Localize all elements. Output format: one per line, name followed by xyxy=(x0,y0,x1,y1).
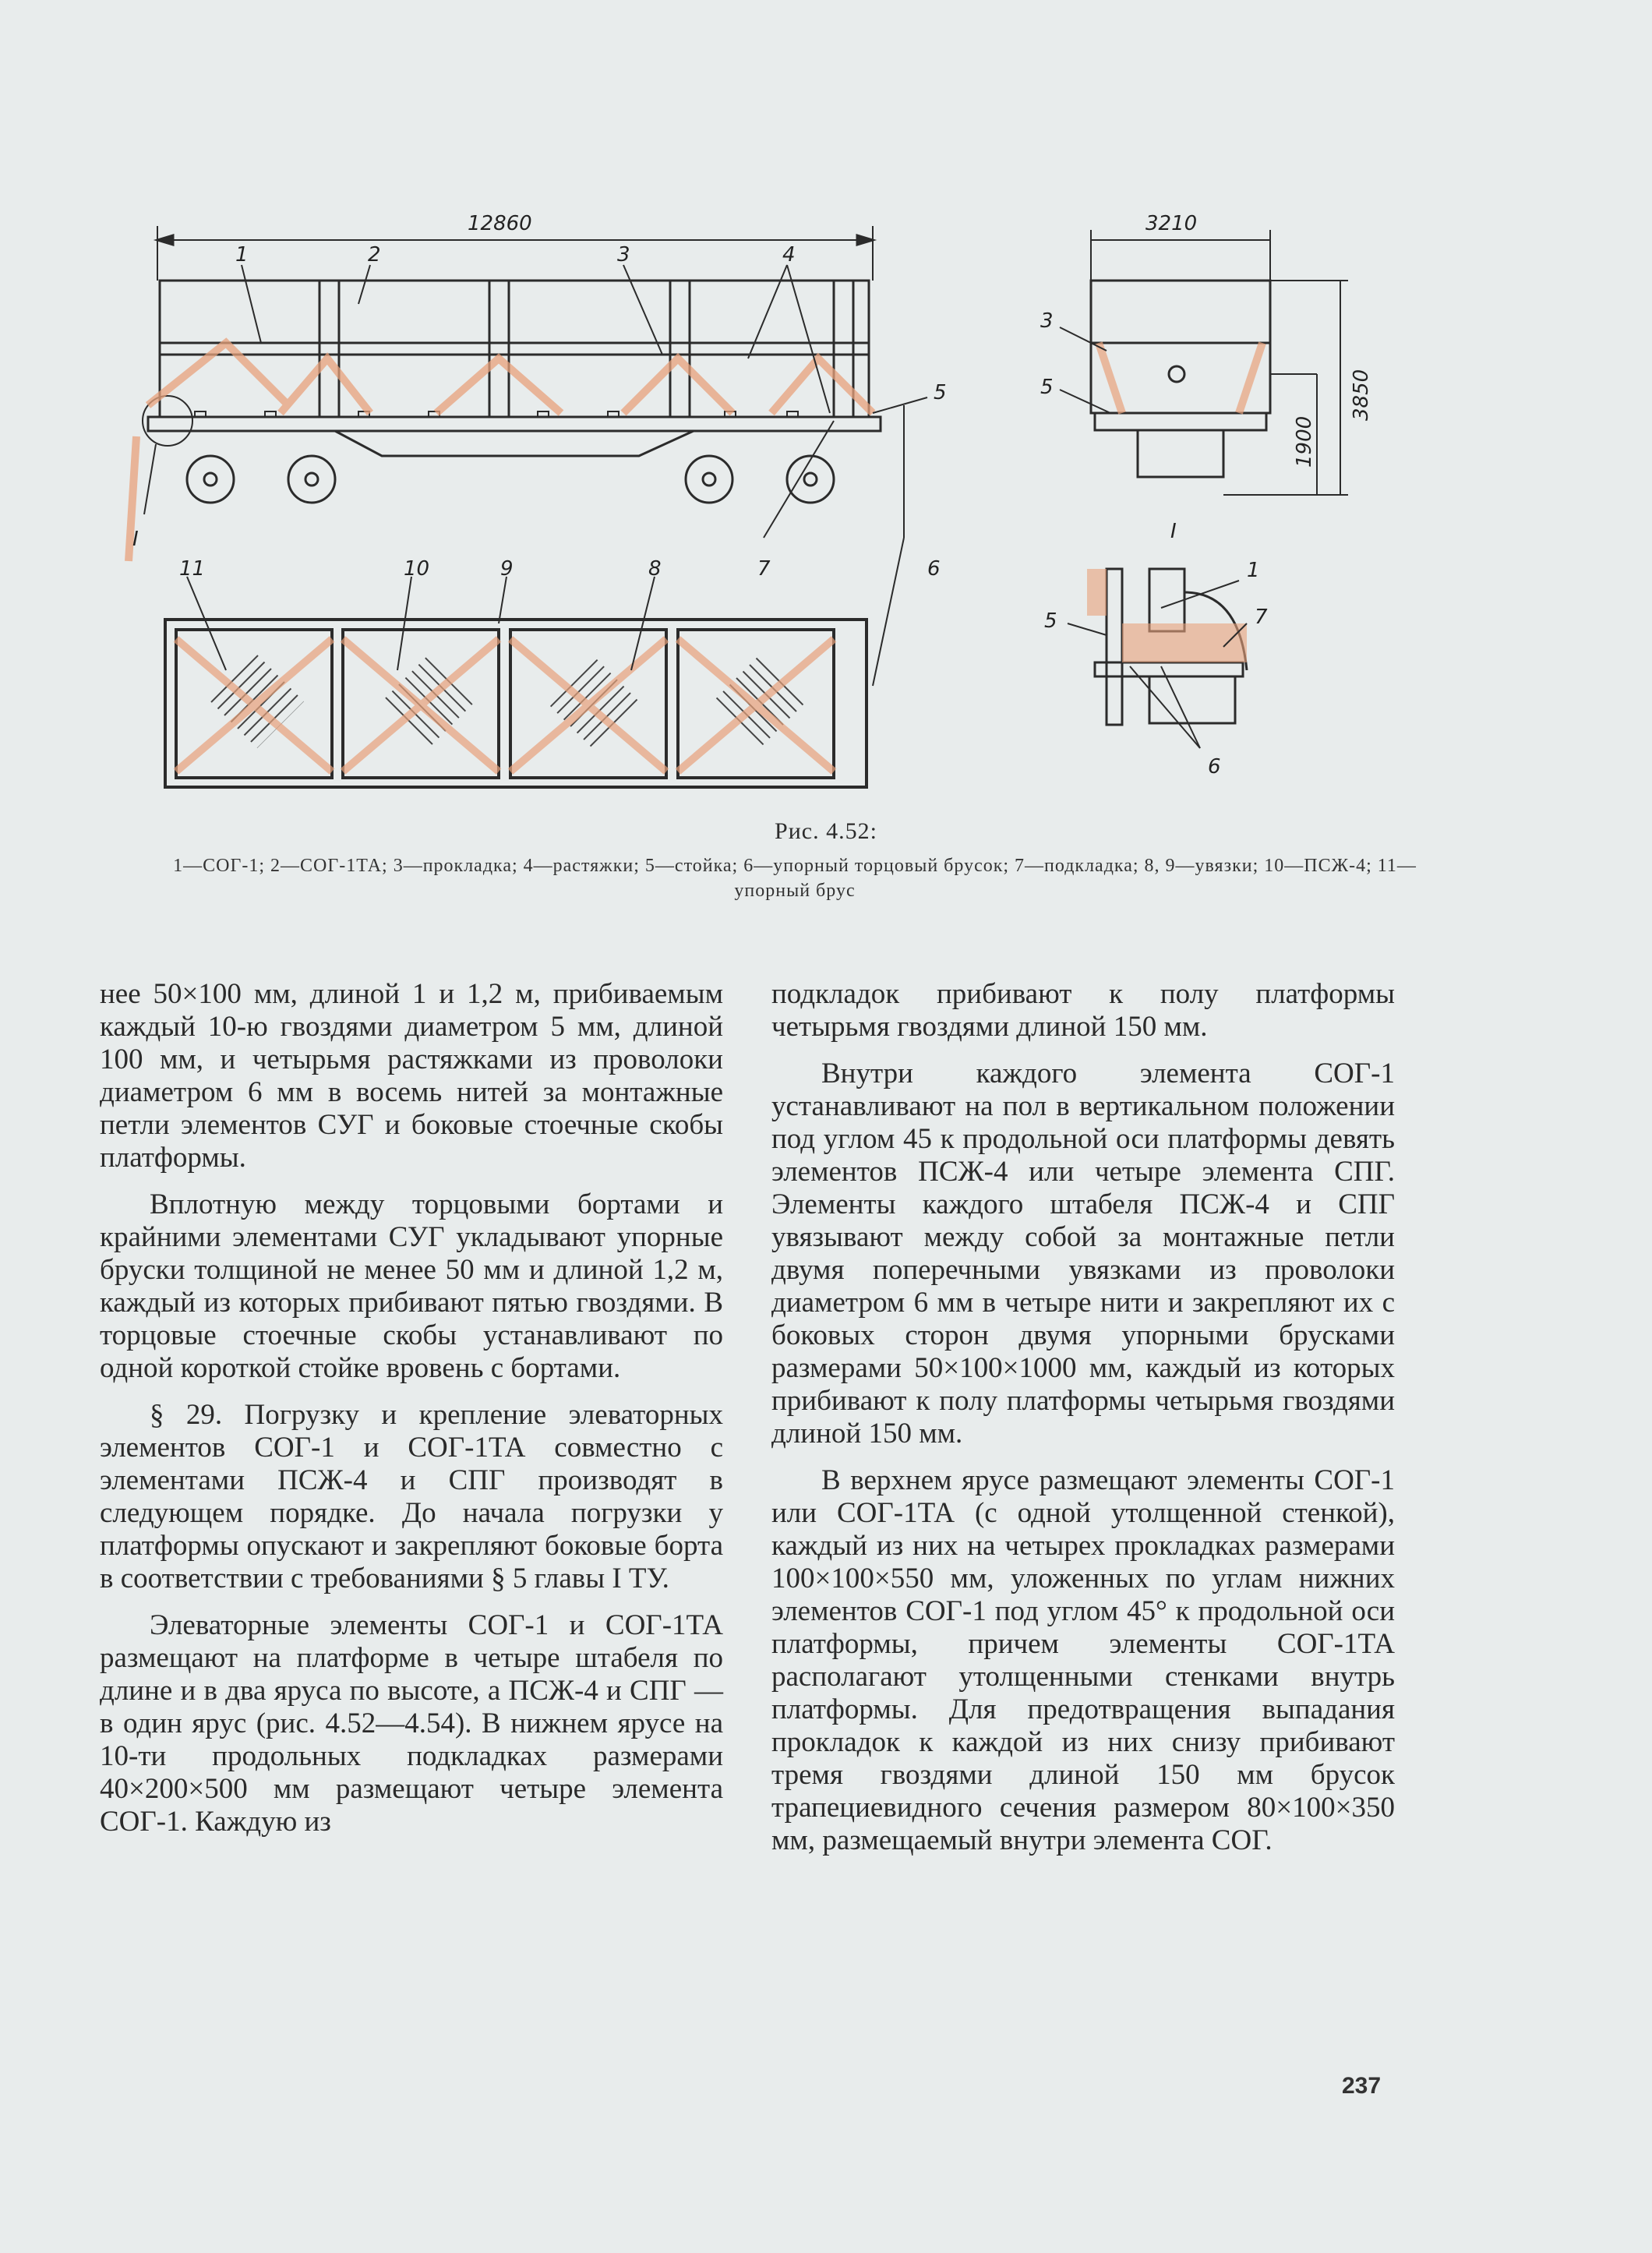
right-column xyxy=(771,978,1395,1871)
end-callout-5: 5 xyxy=(1040,376,1054,399)
technical-drawing xyxy=(101,187,1379,810)
detail-label: I xyxy=(1170,520,1177,543)
detail-marker: I xyxy=(132,528,139,551)
paragraph: § 29. Погрузку и крепление элеваторных элементов СОГ-1 и СОГ-1ТА совместно с элементами ПСЖ-4 и СПГ производят в следующем порядке. До начала погрузки у платформы опускают и закрепляют боковые борта в соответствии с требованиями § 5 главы I ТУ. xyxy=(100,1399,723,1594)
page-number: 237 xyxy=(1342,2073,1382,2099)
plan-callouts xyxy=(187,405,904,686)
paragraph: Вплотную между торцовыми бортами и крайними элементами СУГ укладывают упорные бруски толщиной не менее 50 мм и длиной 1,2 м, каждый из которых прибивают пятью гвоздями. В торцовые стоечные скобы устанавливают по одной короткой стойке вровень с бортами. xyxy=(100,1188,723,1384)
paragraph: нее 50×100 мм, длиной 1 и 1,2 м, прибиваемым каждый 10-ю гвоздями диаметром 5 мм, длиной 100 мм, и четырьмя растяжками из проволоки диаметром 6 мм в восемь нитей за монтажные петли элементов СУГ и боковые стоечные скобы платформы. xyxy=(100,978,723,1174)
figure-title: Рис. 4.52: xyxy=(775,818,877,844)
side-callouts xyxy=(242,265,927,413)
callout-8: 8 xyxy=(648,557,662,581)
callout-11: 11 xyxy=(179,557,206,581)
dim-height-total: 3850 xyxy=(1350,369,1373,421)
callout-5: 5 xyxy=(934,381,947,404)
detail-callout-1: 1 xyxy=(1247,559,1260,582)
callout-2: 2 xyxy=(368,243,381,267)
paragraph: Элеваторные элементы СОГ-1 и СОГ-1ТА размещают на платформе в четыре штабеля по длине и в два яруса по высоте, а ПСЖ-4 и СПГ — в один ярус (рис. 4.52—4.54). В нижнем ярусе на 10-ти продольных подкладках размерами 40×200×500 мм размещают четыре элемента СОГ-1. Каждую из xyxy=(100,1609,723,1838)
detail-callout-5: 5 xyxy=(1044,609,1057,633)
callout-3: 3 xyxy=(617,243,630,267)
end-callouts xyxy=(1060,327,1110,413)
end-overlay xyxy=(1099,343,1262,413)
detail-overlay xyxy=(1087,569,1247,662)
callout-7: 7 xyxy=(757,557,771,581)
dim-width: 3210 xyxy=(1145,212,1198,235)
end-callout-3: 3 xyxy=(1040,309,1054,333)
callout-10: 10 xyxy=(404,557,430,581)
lashing-overlay xyxy=(129,343,873,561)
paragraph: Внутри каждого элемента СОГ-1 устанавливают на пол в вертикальном положении под углом 45 к продольной оси платформы девять элементов ПСЖ-4 или четыре элемента СПГ. Элементы каждого штабеля ПСЖ-4 и СПГ увязывают между собой за монтажные петли двумя поперечными увязками из проволоки диаметром 6 мм в четыре нити и закрепляют их с боковых сторон двумя упорными брусками размерами 50×100×1000 мм, каждый из которых прибивают к полу платформы четырьмя гвоздями длиной 150 мм. xyxy=(771,1058,1395,1450)
callout-9: 9 xyxy=(500,557,514,581)
callout-4: 4 xyxy=(782,243,796,267)
dim-length: 12860 xyxy=(468,212,532,235)
figure-caption: 1—СОГ-1; 2—СОГ-1ТА; 3—прокладка; 4—растяжки; 5—стойка; 6—упорный торцовый брусок; 7—подкладка; 8, 9—увязки; 10—ПСЖ-4; 11—упорный брус xyxy=(173,856,1417,901)
dim-height-deck: 1900 xyxy=(1293,415,1316,468)
paragraph: В верхнем ярусе размещают элементы СОГ-1 или СОГ-1ТА (с одной утолщенной стенкой), каждый из них на четырех прокладках размерами 100×100×550 мм, уложенных по углам нижних элементов СОГ-1 под углом 45° к продольной оси платформы, причем элементы СОГ-1ТА располагают утолщенными стенками внутрь платформы. Для предотвращения выпадания прокладок к каждой из них снизу прибивают тремя гвоздями длиной 150 мм брусок трапециевидного сечения размером 80×100×350 мм, размещаемый внутри элемента СОГ. xyxy=(771,1464,1395,1856)
detail-callout-6: 6 xyxy=(1208,755,1221,779)
callout-1: 1 xyxy=(235,243,249,267)
paragraph: подкладок прибивают к полу платформы четырьмя гвоздями длиной 150 мм. xyxy=(771,978,1395,1043)
left-column xyxy=(100,978,723,1852)
figure-4-52 xyxy=(101,187,1379,810)
detail-callout-7: 7 xyxy=(1255,606,1268,629)
callout-6: 6 xyxy=(927,557,941,581)
